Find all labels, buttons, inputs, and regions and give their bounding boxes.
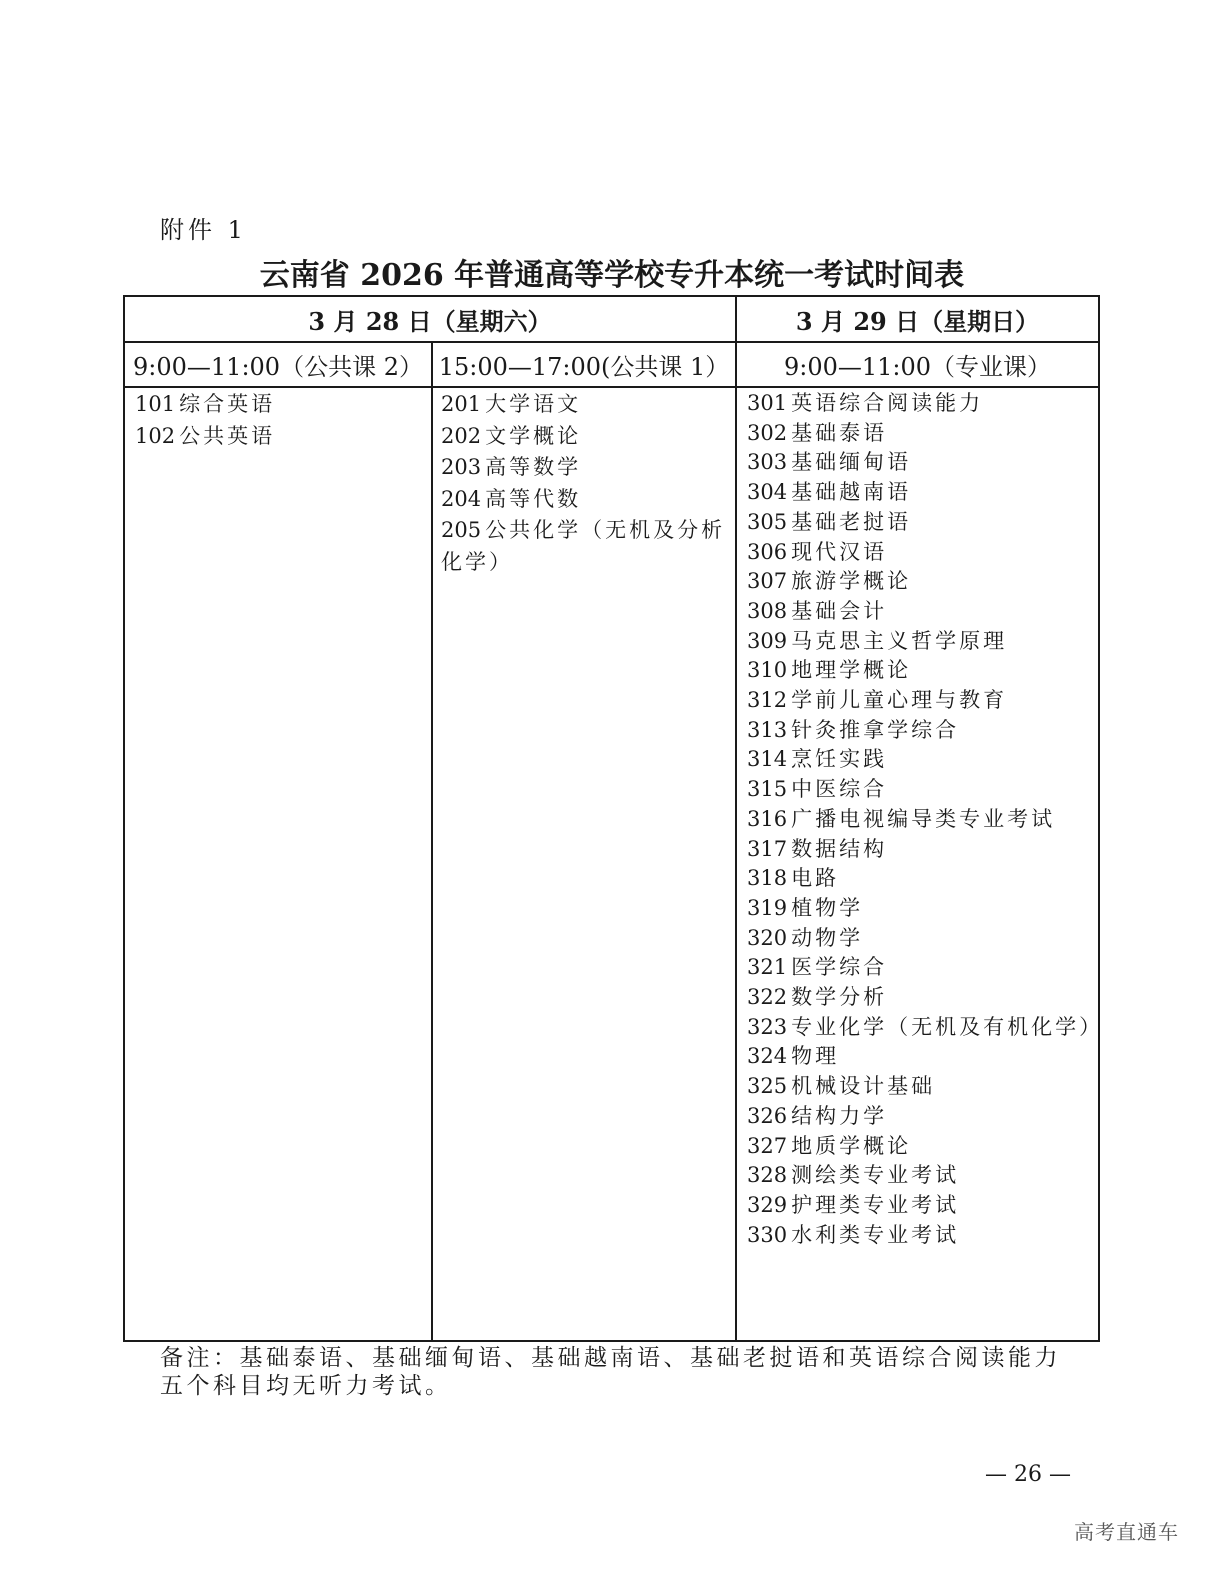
list-item: 314 烹饪实践 [747, 747, 888, 772]
list-item: 324 物理 [747, 1044, 840, 1069]
list-item: 309 马克思主义哲学原理 [747, 628, 1008, 653]
day-header-mar28: 3 月 28 日（星期六） [308, 306, 552, 336]
table-divider-session [431, 341, 433, 1342]
list-item: 312 学前儿童心理与教育 [747, 688, 1008, 713]
list-item: 329 护理类专业考试 [747, 1192, 960, 1217]
page-number: — 26 — [985, 1462, 1071, 1487]
attachment-label: 附件 1 [160, 216, 247, 244]
list-item: 305 基础老挝语 [747, 509, 912, 534]
list-item: 203 高等数学 [441, 455, 582, 479]
footnote: 备注：基础泰语、基础缅甸语、基础越南语、基础老挝语和英语综合阅读能力五个科目均无听力考试。 [160, 1345, 1061, 1399]
list-item: 303 基础缅甸语 [747, 450, 912, 475]
list-item: 310 地理学概论 [747, 658, 912, 683]
list-item: 315 中医综合 [747, 777, 888, 802]
list-item: 304 基础越南语 [747, 480, 912, 505]
list-item: 328 测绘类专业考试 [747, 1163, 960, 1188]
list-item: 322 数学分析 [747, 985, 888, 1010]
list-item: 308 基础会计 [747, 598, 888, 623]
list-item: 320 动物学 [747, 925, 864, 950]
table-rule-session [123, 386, 1100, 388]
table-border-bottom [123, 1340, 1100, 1342]
list-item: 202 文学概论 [441, 423, 582, 448]
list-item: 313 针灸推拿学综合 [747, 717, 960, 742]
day-header-mar29: 3 月 29 日（星期日） [795, 306, 1040, 336]
list-item: 321 医学综合 [747, 955, 888, 980]
list-item: 101 综合英语 [135, 392, 276, 416]
session-header-specialty: 9:00—11:00（专业课） [783, 353, 1052, 381]
watermark: 高考直通车 [1074, 1520, 1179, 1544]
subject-list-specialty [747, 389, 1103, 1250]
list-item: 317 数据结构 [747, 836, 888, 861]
exam-schedule-table [123, 295, 1104, 1342]
subject-list-public-1 [441, 389, 726, 578]
list-item: 301 英语综合阅读能力 [747, 391, 984, 415]
list-item: 318 电路 [747, 866, 840, 891]
list-item: 323 专业化学（无机及有机化学） [747, 1014, 1104, 1039]
list-item: 319 植物学 [747, 895, 864, 920]
list-item: 204 高等代数 [441, 486, 582, 511]
table-divider-day [735, 295, 737, 1342]
table-border-left [123, 295, 125, 1342]
page-title: 云南省 2026 年普通高等学校专升本统一考试时间表 [259, 258, 965, 293]
list-item: 327 地质学概论 [747, 1133, 912, 1158]
list-item: 205 公共化学（无机及分析化学） [441, 518, 726, 574]
subject-list-public-2 [135, 389, 275, 452]
list-item: 201 大学语文 [441, 392, 582, 416]
session-header-public-1: 15:00—17:00(公共课 1） [438, 353, 730, 381]
list-item: 302 基础泰语 [747, 420, 888, 445]
list-item: 326 结构力学 [747, 1103, 888, 1128]
list-item: 307 旅游学概论 [747, 569, 912, 594]
session-header-public-2: 9:00—11:00（公共课 2） [133, 353, 423, 381]
list-item: 330 水利类专业考试 [747, 1222, 960, 1247]
list-item: 316 广播电视编导类专业考试 [747, 806, 1056, 831]
list-item: 102 公共英语 [135, 423, 276, 448]
list-item: 325 机械设计基础 [747, 1074, 936, 1099]
list-item: 306 现代汉语 [747, 539, 888, 564]
